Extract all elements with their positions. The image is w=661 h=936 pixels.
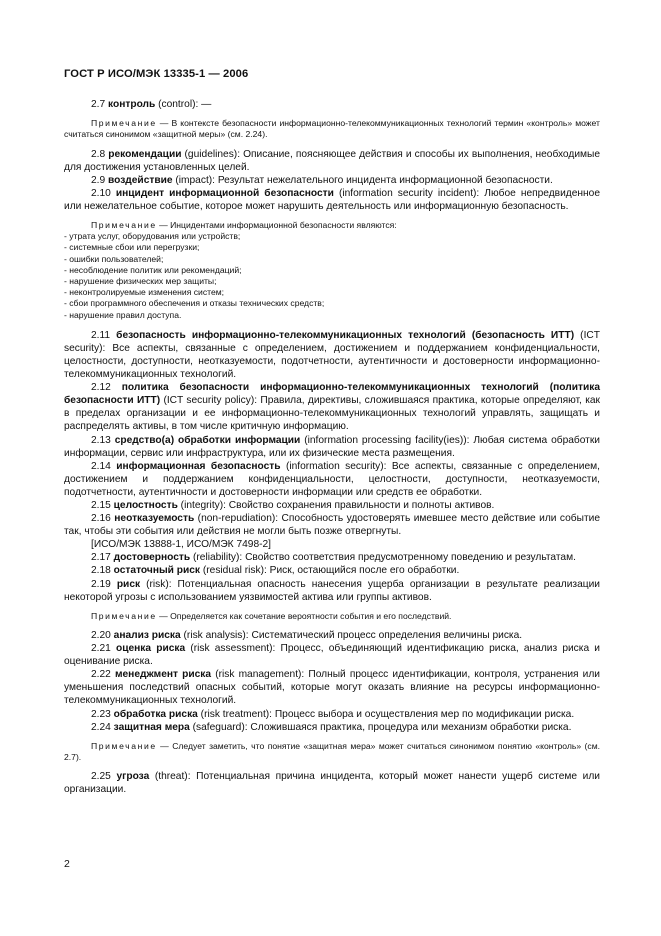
term-2-17: 2.17 достоверность (reliability): Свойство соответствия предусмотренному поведению и результатам.	[91, 552, 576, 564]
term-title: рекомендации	[108, 148, 182, 160]
list-item: - неконтролируемые изменения систем;	[64, 287, 225, 298]
term-2-14: 2.14 информационная безопасность (information security): Все аспекты, связанные с определением, достижением и поддержанием конфиденциальности, целостности, доступности, неотказуемости, подотчетности, аутентичности и достоверности информации или средств ее обработки.	[64, 460, 600, 498]
term-2-8: 2.8 рекомендации (guidelines): Описание, поясняющее действия и способы их выполнения, необходимые для достижения установленных целей.	[64, 148, 600, 173]
term-2-12: 2.12 политика безопасности информационно-телекоммуникационных технологий (политика безопасности ИТТ) (ICT security policy): Правила, директивы, сложившаяся практика, которые определяют, как в пределах организации и ее информационно-телекоммуникационных технологий управлять, защищать и распределять активы, в том числе критичную информацию.	[64, 382, 600, 433]
term-2-21: 2.21 оценка риска (risk assessment): Процесс, объединяющий идентификацию риска, анализ риска и оценивание риска.	[64, 643, 600, 668]
note-2-7: Примечание — В контексте безопасности информационно-телекоммуникационных технологий термин «контроль» может считаться синонимом «защитной меры» (см. 2.24).	[64, 118, 600, 140]
page-number: 2	[64, 858, 70, 870]
term-2-10: 2.10 инцидент информационной безопасности (information security incident): Любое непредвиденное или нежелательное событие, которое может нарушить деятельность или информационную безопасность.	[64, 187, 600, 212]
term-title: инцидент информационной безопасности	[115, 187, 334, 199]
term-title: оценка риска	[116, 643, 186, 655]
term-title: менеджмент риска	[114, 669, 212, 681]
term-2-18: 2.18 остаточный риск (residual risk): Риск, остающийся после его обработки.	[91, 565, 460, 577]
term-title: средство(а) обработки информации	[114, 434, 301, 446]
term-title: безопасность информационно-телекоммуникационных технологий (безопасность ИТТ)	[116, 329, 575, 341]
note-label: Примечание	[91, 219, 157, 230]
term-title: достоверность	[113, 552, 191, 564]
term-title: информационная безопасность	[116, 460, 281, 472]
page-header: ГОСТ Р ИСО/МЭК 13335-1 — 2006	[64, 68, 249, 80]
term-title: анализ риска	[113, 629, 181, 641]
note-2-24: Примечание — Следует заметить, что понятие «защитная мера» может считаться синонимом понятию «контроль» (см. 2.7).	[64, 740, 600, 762]
term-title: риск	[116, 578, 141, 590]
note-2-10: Примечание — Инцидентами информационной безопасности являются:	[91, 219, 397, 230]
term-2-9: 2.9 воздействие (impact): Результат нежелательного инцидента информационной безопасности.	[91, 174, 553, 186]
term-2-20: 2.20 анализ риска (risk analysis): Систематический процесс определения величины риска.	[91, 629, 523, 641]
note-label: Примечание	[91, 610, 157, 621]
note-label: Примечание	[91, 118, 157, 129]
term-2-16: 2.16 неотказуемость (non-repudiation): Способность удостоверять имевшее место действие или событие так, чтобы эти события или действия не могли быть позже отвергнуты.	[64, 513, 600, 538]
list-item: - системные сбои или перегрузки;	[64, 242, 200, 253]
term-2-23: 2.23 обработка риска (risk treatment): Процесс выбора и осуществления мер по модификации риска.	[91, 708, 575, 720]
term-title: воздействие	[108, 174, 173, 186]
term-2-25: 2.25 угроза (threat): Потенциальная причина инцидента, который может нанести ущерб системе или организации.	[64, 771, 600, 796]
term-2-15: 2.15 целостность (integrity): Свойство сохранения правильности и полноты активов.	[91, 500, 495, 512]
term-2-24: 2.24 защитная мера (safeguard): Сложившаяся практика, процедура или механизм обработки риска.	[91, 721, 572, 733]
term-2-7: 2.7 контроль (control): —	[91, 99, 212, 110]
list-item: - нарушение правил доступа.	[64, 309, 182, 320]
term-title: обработка риска	[113, 708, 198, 720]
term-2-22: 2.22 менеджмент риска (risk management): Полный процесс идентификации, контроля, устранения или уменьшения последствий опасных событий, которые могут оказать влияние на ресурсы информационно-телекоммуникационных технологий.	[64, 669, 600, 707]
term-title: остаточный риск	[113, 565, 201, 577]
term-title: контроль	[108, 99, 156, 110]
page-content	[64, 98, 600, 796]
list-item: - несоблюдение политик или рекомендаций;	[64, 264, 242, 275]
term-title: неотказуемость	[114, 513, 195, 525]
list-item: - утрата услуг, оборудования или устройств;	[64, 231, 241, 242]
term-title: угроза	[116, 771, 150, 783]
reference: [ИСО/МЭК 13888-1, ИСО/МЭК 7498-2]	[91, 539, 271, 551]
term-title: целостность	[113, 500, 178, 512]
list-item: - ошибки пользователей;	[64, 253, 164, 264]
note-label: Примечание	[91, 740, 157, 751]
term-2-13: 2.13 средство(а) обработки информации (information processing facility(ies)): Любая система обработки информации, сервис или инфраструктура, или их физические места размещения.	[64, 434, 600, 459]
list-item: - сбои программного обеспечения и отказы технических средств;	[64, 298, 325, 309]
term-title: защитная мера	[113, 721, 190, 733]
term-2-11: 2.11 безопасность информационно-телекоммуникационных технологий (безопасность ИТТ) (ICT security): Все аспекты, связанные с определением, достижением и поддержанием конфиденциальности, целостности, доступности, неотказуемости, подотчетности, аутентичности и достоверности информационно-телекоммуникационных технологий.	[64, 329, 600, 381]
term-title: политика безопасности информационно-телекоммуникационных технологий (политика безопасности ИТТ)	[64, 382, 600, 407]
note-2-19: Примечание — Определяется как сочетание вероятности события и его последствий.	[91, 610, 452, 621]
term-2-19: 2.19 риск (risk): Потенциальная опасность нанесения ущерба организации в результате реализации некоторой угрозы с использованием уязвимостей актива или группы активов.	[64, 578, 600, 603]
incident-list	[64, 231, 600, 321]
list-item: - нарушение физических мер защиты;	[64, 275, 217, 286]
